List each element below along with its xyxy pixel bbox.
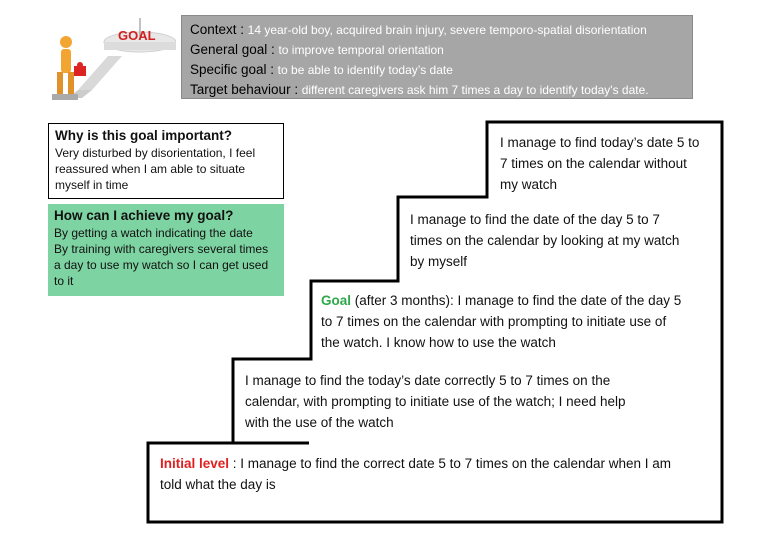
target-behaviour-label: Target behaviour : (190, 82, 299, 97)
step-1-initial (160, 453, 715, 495)
context-label: Context : (190, 22, 245, 37)
why-line: Very disturbed by disorientation, I feel (55, 146, 256, 160)
step-5-line: I manage to find today’s date 5 to (500, 135, 700, 150)
step-4 (410, 209, 715, 272)
general-goal-row (190, 40, 684, 60)
step-2 (245, 370, 715, 433)
step-3-line: the watch. I know how to use the watch (321, 335, 556, 350)
target-behaviour-value: different caregivers ask him 7 times a day to identify today's date. (301, 83, 649, 97)
context-value: 14 year-old boy, acquired brain injury, severe temporo-spatial disorientation (247, 23, 647, 37)
step-1-first-rest: : I manage to find the correct date 5 to 7 times on the calendar when I am (229, 456, 672, 471)
context-box (181, 15, 693, 99)
target-behaviour-row (190, 80, 684, 100)
step-4-line: by myself (410, 254, 468, 269)
specific-goal-label: Specific goal : (190, 62, 275, 77)
how-line: to it (54, 274, 74, 288)
why-important-box (48, 123, 284, 199)
how-line: By getting a watch indicating the date (54, 226, 253, 240)
step-3-goal (321, 290, 716, 353)
general-goal-value: to improve temporal orientation (278, 43, 444, 57)
general-goal-label: General goal : (190, 42, 275, 57)
initial-level-highlight: Initial level (160, 456, 230, 471)
step-3-line: to 7 times on the calendar with prompting to initiate use of (321, 314, 667, 329)
step-5-line: 7 times on the calendar without (500, 156, 687, 171)
how-heading: How can I achieve my goal? (54, 208, 234, 223)
how-line: a day to use my watch so I can get used (54, 258, 269, 272)
step-2-line: calendar, with prompting to initiate use of the watch; I need help (245, 394, 626, 409)
how-line: By training with caregivers several times (54, 242, 269, 256)
step-4-line: I manage to find the date of the day 5 to 7 (410, 212, 660, 227)
step-4-line: times on the calendar by looking at my watch (410, 233, 680, 248)
specific-goal-value: to be able to identify today’s date (277, 63, 453, 77)
step-3-first-rest: (after 3 months): I manage to find the date of the day 5 (351, 293, 682, 308)
why-line: myself in time (55, 178, 129, 192)
specific-goal-row (190, 60, 684, 80)
step-2-line: I manage to find the today’s date correctly 5 to 7 times on the (245, 373, 611, 388)
step-5 (500, 132, 715, 195)
goal-label: GOAL (118, 28, 156, 43)
step-3-line (321, 290, 716, 311)
why-heading: Why is this goal important? (55, 128, 233, 143)
goal-illustration (48, 12, 176, 102)
step-1-line: told what the day is (160, 477, 276, 492)
goal-highlight: Goal (321, 293, 352, 308)
step-1-line (160, 453, 715, 474)
step-5-line: my watch (500, 177, 558, 192)
why-line: reassured when I am able to situate (55, 162, 246, 176)
context-row (190, 20, 684, 40)
step-2-line: with the use of the watch (245, 415, 394, 430)
how-achieve-box (48, 204, 284, 296)
